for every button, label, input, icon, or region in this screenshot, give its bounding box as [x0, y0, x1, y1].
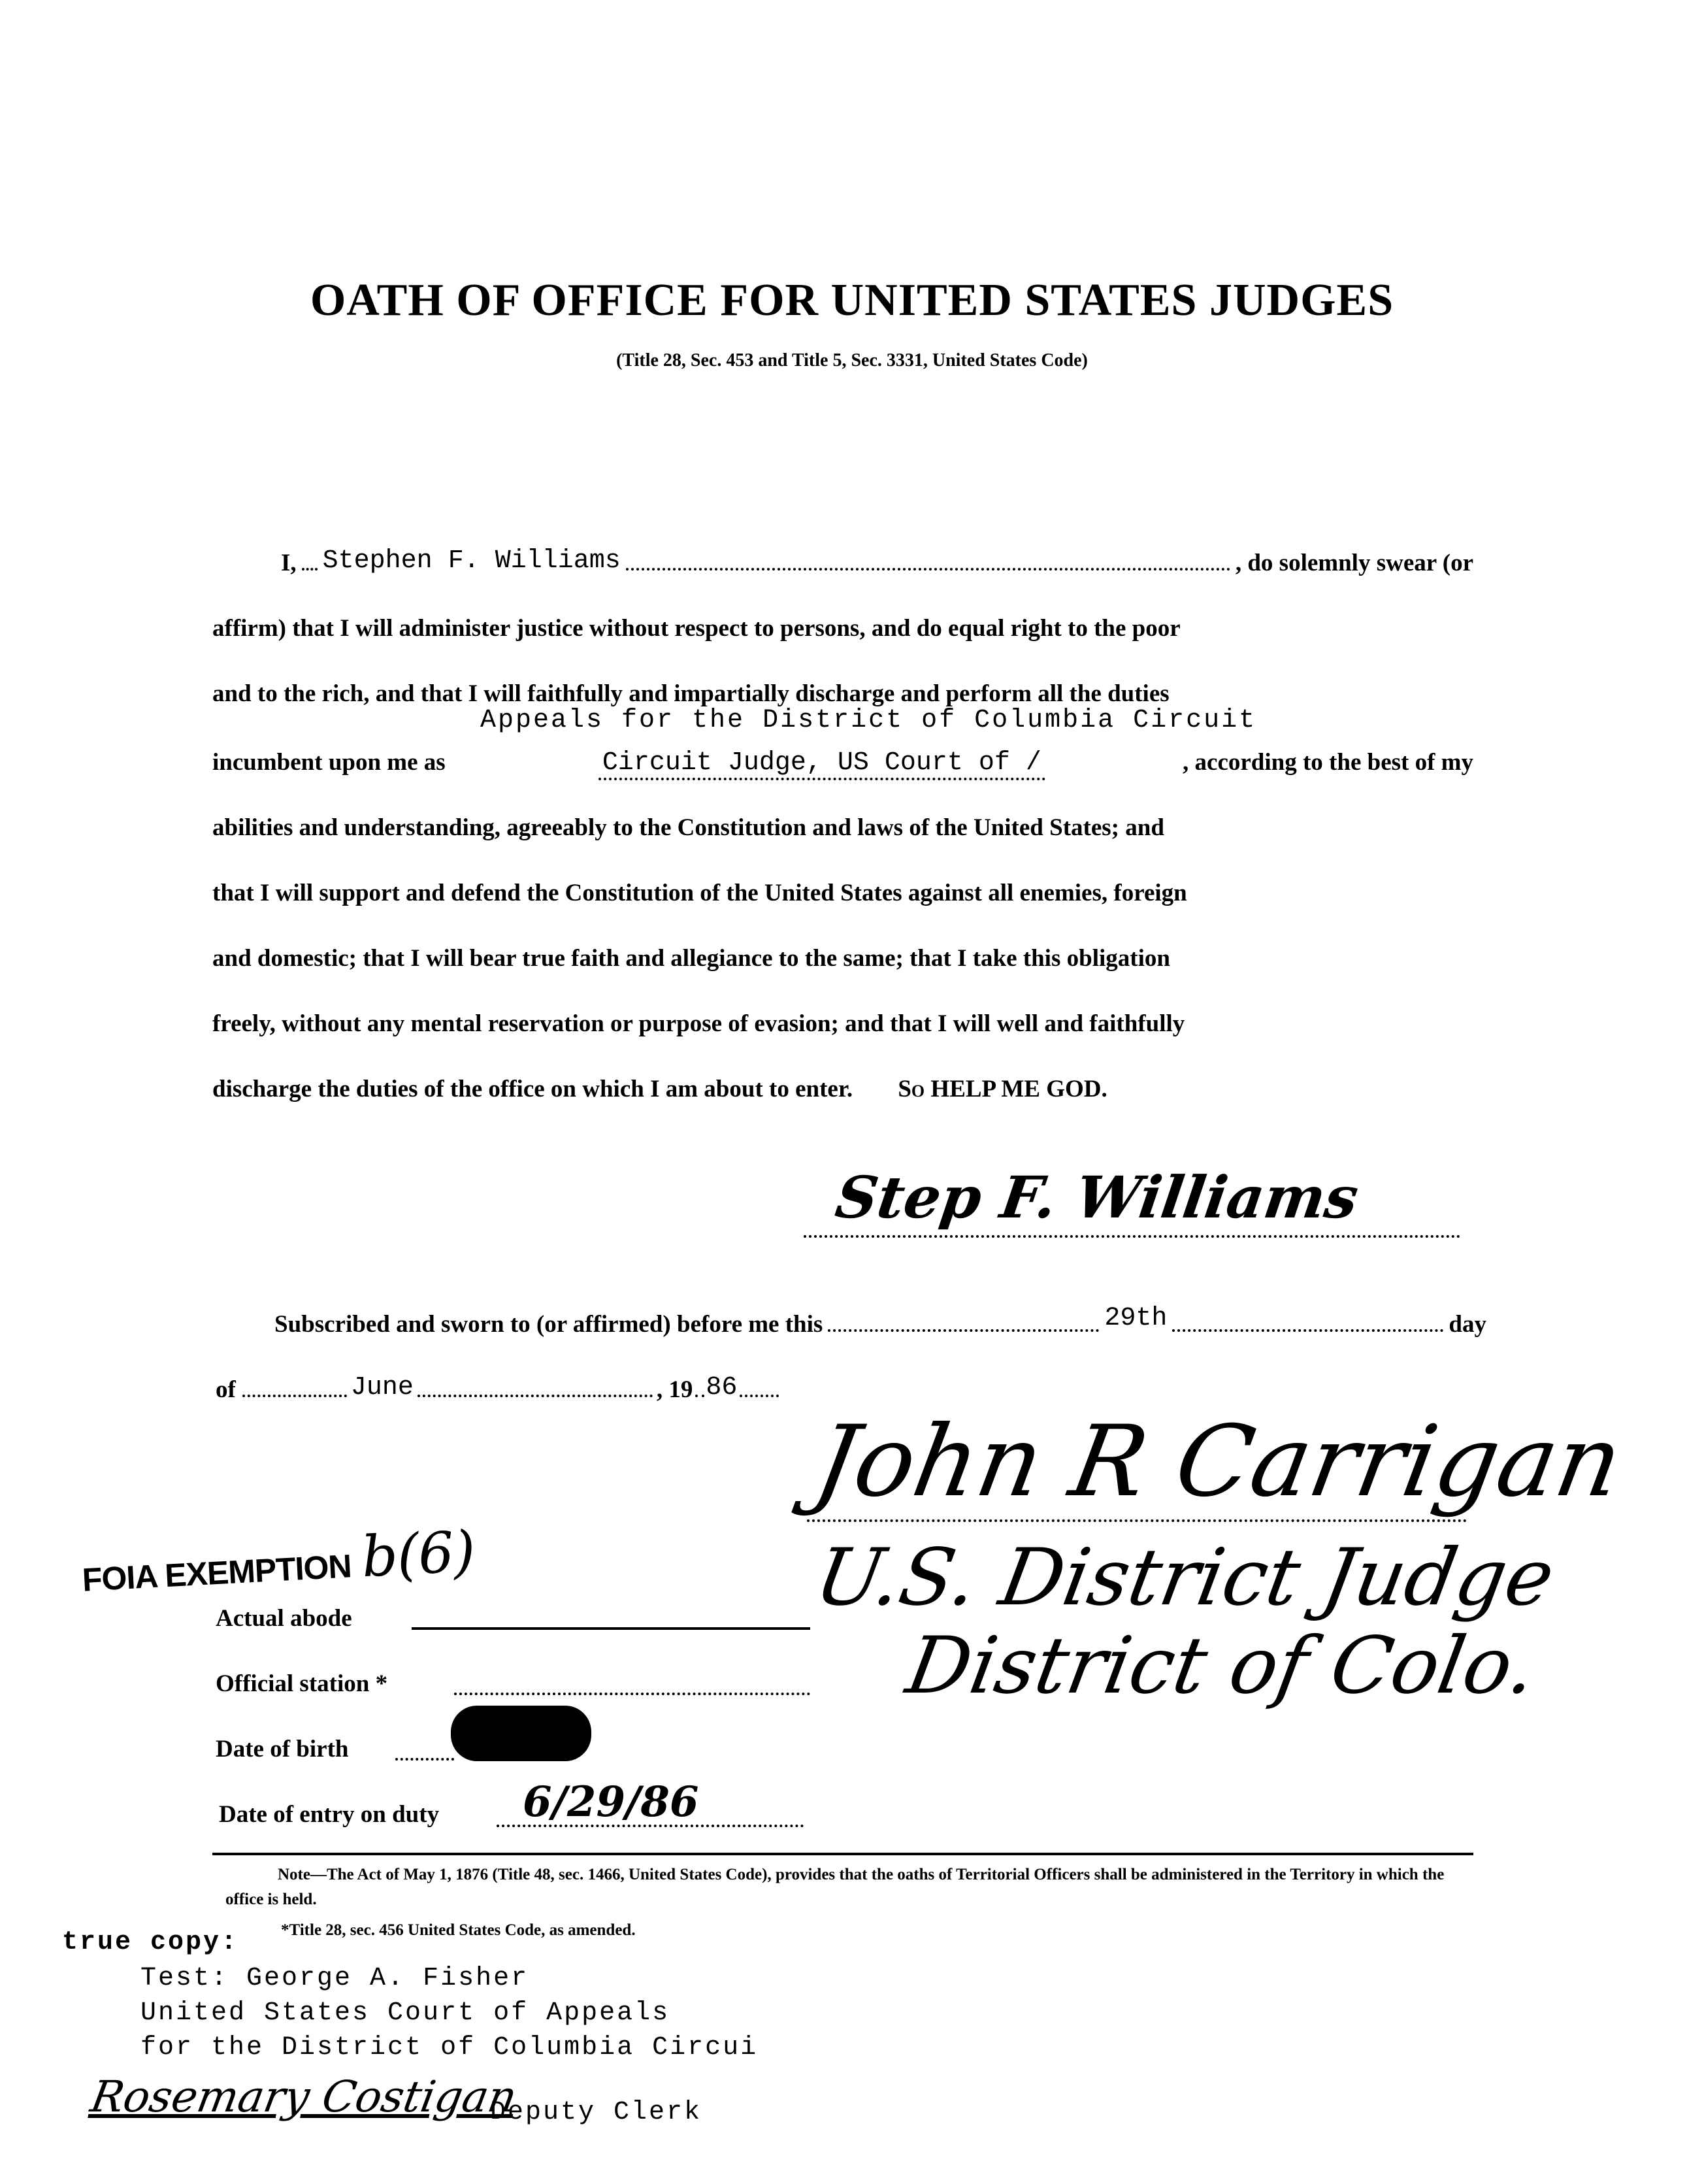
attestation-line-4: for the District of Columbia Circui [140, 2033, 759, 2062]
clerk-signature: Rosemary Costigan [87, 2072, 521, 2122]
document-title: OATH OF OFFICE FOR UNITED STATES JUDGES [310, 275, 1394, 325]
oath-line-1-suffix: , do solemnly swear (or [1235, 550, 1473, 576]
oath-line-4-prefix: incumbent upon me as [212, 749, 446, 776]
judge-signature-line [804, 1235, 1460, 1238]
oath-line-9 [212, 1075, 1107, 1103]
entry-label: Date of entry on duty [219, 1801, 440, 1828]
oath-text: freely, without any mental reservation or purpose of evasion; and that I will well and faithfully [212, 1010, 1185, 1037]
oath-text: discharge the duties of the office on which I am about to enter. [212, 1076, 853, 1102]
officiant-title: U.S. District Judge [808, 1532, 1561, 1623]
redaction-mark [451, 1706, 591, 1761]
sworn-prefix: Subscribed and sworn to (or affirmed) before me this [274, 1311, 823, 1338]
attestation-line-3: United States Court of Appeals [140, 1998, 670, 2028]
oath-line-7 [212, 944, 1473, 972]
station-label: Official station * [216, 1670, 388, 1697]
foia-label: FOIA EXEMPTION [81, 1547, 352, 1598]
abode-label: Actual abode [216, 1605, 352, 1632]
oath-line-4-suffix: , according to the best of my [1183, 749, 1473, 776]
abode-line [412, 1627, 810, 1630]
sworn-day-suffix: day [1449, 1311, 1486, 1338]
birth-line [395, 1758, 454, 1761]
oath-text: affirm) that I will administer justice without respect to persons, and do equal right to the poor [212, 615, 1181, 642]
oath-line-1 [212, 546, 1473, 577]
entry-date: 6/29/86 [523, 1778, 699, 1827]
oath-line-5 [212, 814, 1473, 842]
foia-code: b(6) [360, 1519, 476, 1591]
oath-line-3 [212, 680, 1473, 708]
territorial-note: Note—The Act of May 1, 1876 (Title 48, sec. 1466, United States Code), provides that the oaths of Territorial Officers shall be administered in the Territory in which the office is held. [225, 1866, 1445, 1908]
oath-text: and domestic; that I will bear true faith and allegiance to the same; that I take this obligation [212, 945, 1170, 972]
birth-label: Date of birth [216, 1736, 349, 1762]
statute-citation: (Title 28, Sec. 453 and Title 5, Sec. 3331, United States Code) [616, 350, 1088, 371]
oath-line-4 [212, 748, 1473, 780]
sworn-day: 29th [1104, 1304, 1168, 1333]
sworn-month-line [216, 1373, 869, 1404]
officiant-signature: John R Carrigan [806, 1405, 1630, 1519]
officiant-district: District of Colo. [900, 1621, 1543, 1712]
year-prefix: , 19 [656, 1376, 693, 1403]
closing-phrase: So HELP ME GOD. [898, 1076, 1107, 1102]
oath-text: that I will support and defend the Constitution of the United States against all enemies, foreign [212, 880, 1187, 906]
oath-line-6 [212, 879, 1473, 907]
sworn-month: June [350, 1373, 414, 1402]
office-title: Circuit Judge, US Court of / [598, 748, 1045, 780]
sworn-line [274, 1304, 1486, 1338]
statute-footnote: *Title 28, sec. 456 United States Code, as amended. [281, 1921, 636, 1939]
oath-line-8 [212, 1010, 1473, 1038]
oath-text: abilities and understanding, agreeably to the Constitution and laws of the United States; and [212, 814, 1164, 841]
oath-line-2 [212, 614, 1473, 642]
judge-name: Stephen F. Williams [322, 546, 621, 576]
of-label: of [216, 1376, 236, 1403]
attestation-line-1: true copy: [62, 1928, 239, 1957]
oath-prefix: I, [281, 550, 297, 576]
notes-rule [212, 1853, 1473, 1855]
officiant-signature-line [807, 1519, 1467, 1522]
clerk-title: Deputy Clerk [490, 2098, 702, 2127]
oath-text: and to the rich, and that I will faithfully and impartially discharge and perform all the duties [212, 680, 1170, 707]
attestation-line-2: Test: George A. Fisher [140, 1964, 529, 1993]
station-line [454, 1693, 810, 1695]
foia-stamp [80, 1519, 476, 1604]
judge-signature: Step F. Williams [831, 1163, 1363, 1231]
office-continuation: Appeals for the District of Columbia Circuit [480, 706, 1257, 735]
sworn-year: 86 [706, 1373, 738, 1402]
